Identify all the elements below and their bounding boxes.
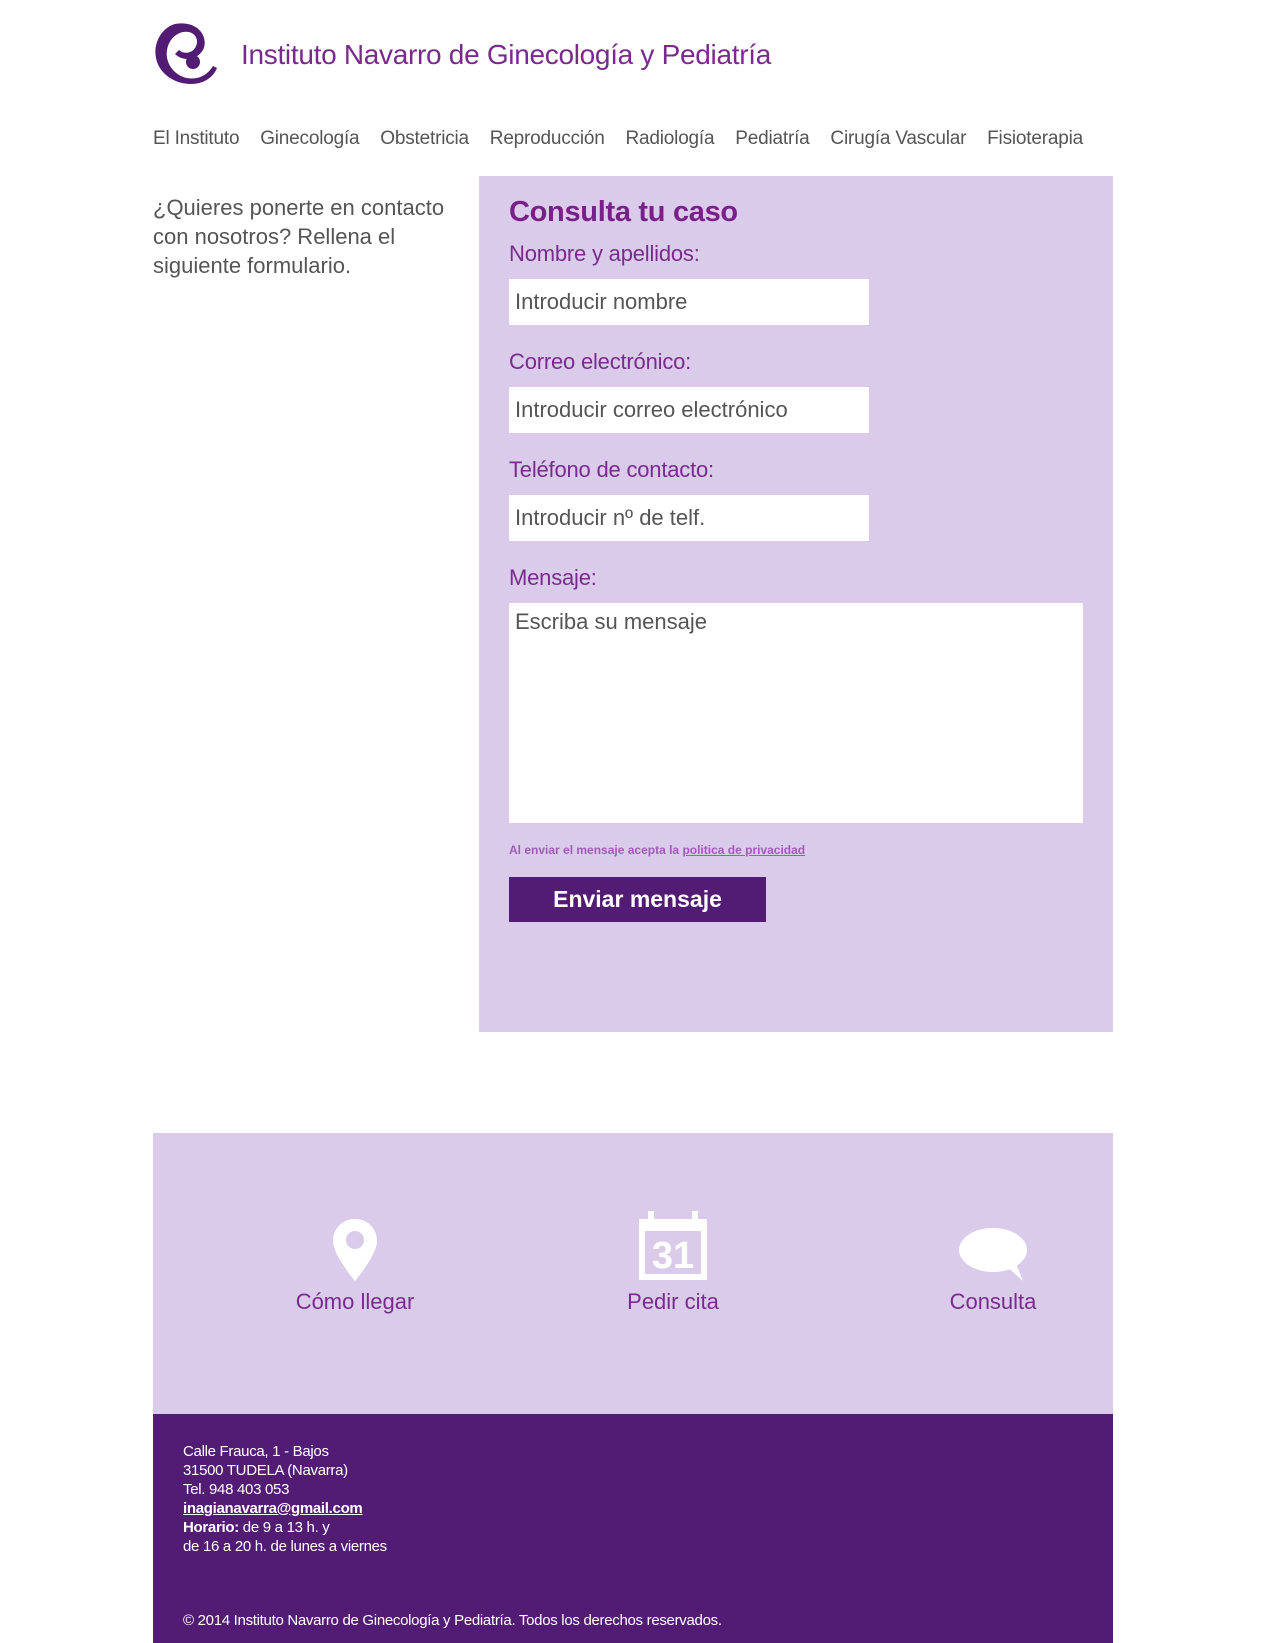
email-input[interactable] [509,387,869,433]
nav-item-reproduccion[interactable]: Reproducción [489,128,605,149]
quick-link-como-llegar[interactable] [255,1201,455,1315]
message-label: Mensaje: [509,565,597,590]
hours-label: Horario: [183,1519,239,1536]
nav-item-obstetricia[interactable]: Obstetricia [380,128,469,149]
footer-email-link[interactable]: inagianavarra@gmail.com [183,1500,363,1517]
privacy-notice [509,843,1083,857]
address-line-1: Calle Frauca, 1 - Bajos [183,1443,329,1460]
name-label: Nombre y apellidos: [509,241,700,266]
calendar-day: 31 [651,1235,695,1277]
submit-button[interactable]: Enviar mensaje [509,877,766,922]
nav-item-ginecologia[interactable]: Ginecología [260,128,360,149]
email-label: Correo electrónico: [509,349,692,374]
message-textarea[interactable] [509,603,1083,823]
nav-item-radiologia[interactable]: Radiología [625,128,715,149]
footer-phone: Tel. 948 403 053 [183,1481,290,1498]
map-pin-icon [255,1201,455,1281]
site-header [153,22,771,88]
contact-form [479,176,1113,1032]
copyright: © 2014 Instituto Navarro de Ginecología y Pediatría. Todos los derechos reservados. [183,1612,722,1629]
quick-links [153,1133,1113,1414]
address-line-2: 31500 TUDELA (Navarra) [183,1462,348,1479]
hours-value: de 9 a 13 h. y [238,1519,330,1536]
main-nav [153,128,1083,150]
nav-item-el-instituto[interactable]: El Instituto [153,128,240,149]
intro-text: ¿Quieres ponerte en contacto con nosotros? Rellena el siguiente formulario. [153,195,445,278]
privacy-policy-link[interactable]: politica de privacidad [682,843,806,857]
name-input[interactable] [509,279,869,325]
nav-item-pediatria[interactable]: Pediatría [735,128,810,149]
hours-line-2: de 16 a 20 h. de lunes a viernes [183,1538,387,1555]
quick-link-consulta[interactable] [893,1201,1093,1315]
quick-link-label: Consulta [949,1289,1037,1314]
phone-input[interactable] [509,495,869,541]
chat-bubble-icon [893,1201,1093,1281]
calendar-icon [573,1201,773,1281]
logo[interactable] [153,22,219,88]
quick-link-label: Cómo llegar [295,1289,415,1314]
site-footer [153,1414,1113,1643]
phone-label: Teléfono de contacto: [509,457,714,482]
nav-item-cirugia-vascular[interactable]: Cirugía Vascular [830,128,967,149]
logo-icon [153,22,219,88]
name-field-group [509,241,1083,325]
message-field-group [509,565,1083,823]
phone-field-group [509,457,1083,541]
quick-link-label: Pedir cita [627,1289,719,1314]
quick-link-pedir-cita[interactable] [573,1201,773,1315]
site-title: Instituto Navarro de Ginecología y Pediatría [241,39,771,70]
nav-item-fisioterapia[interactable]: Fisioterapia [987,128,1083,149]
hours-line-1 [183,1518,1083,1537]
privacy-text: Al enviar el mensaje acepta la [509,843,680,857]
form-title: Consulta tu caso [509,196,738,228]
email-field-group [509,349,1083,433]
